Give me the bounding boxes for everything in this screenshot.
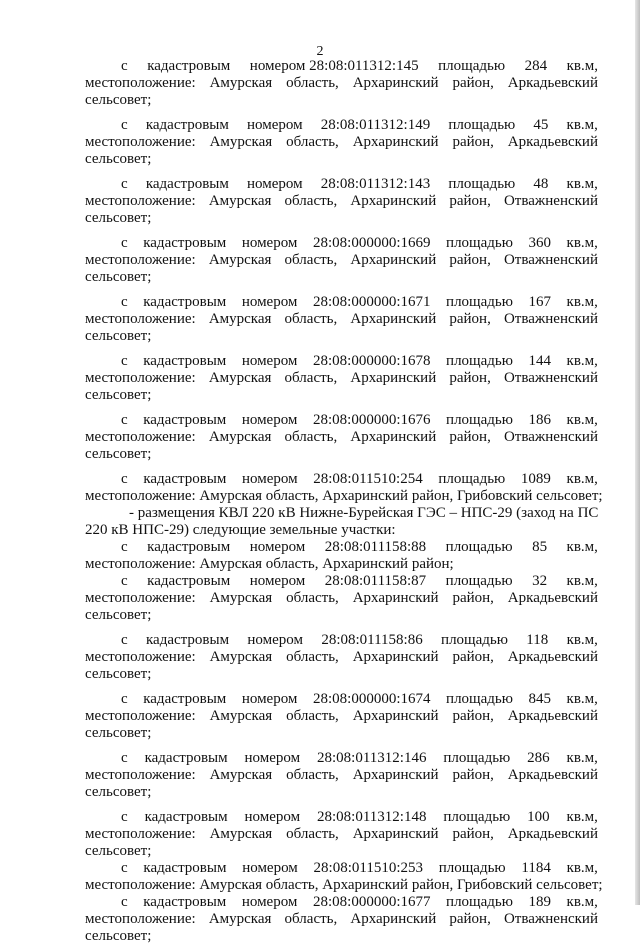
word: кадастровым	[143, 412, 227, 428]
word: 28:08:011158:88	[324, 539, 427, 555]
word: местоположение:	[85, 649, 196, 665]
word: кадастровым	[146, 632, 230, 648]
word: область,	[286, 134, 339, 150]
word: 118	[526, 632, 549, 648]
word: кв.м,	[566, 860, 598, 876]
word: с	[121, 353, 128, 369]
text-line	[85, 725, 598, 742]
word: кадастровым	[145, 117, 229, 133]
word: сельсовет;	[85, 784, 152, 800]
text-line	[85, 691, 598, 708]
word: кв.м,	[566, 176, 598, 192]
word: район,	[452, 649, 494, 665]
text-line	[85, 826, 598, 843]
text-line	[85, 471, 598, 488]
word: сельсовет;	[85, 928, 152, 944]
text-line	[85, 767, 598, 784]
text-line	[85, 252, 598, 269]
word: 189	[528, 894, 551, 910]
word: 28:08:000000:1669	[312, 235, 431, 251]
word: кадастровым	[144, 750, 228, 766]
word: площадью	[446, 353, 513, 369]
word: кв.м,	[566, 235, 598, 251]
word: 28:08:011312:146	[317, 750, 427, 766]
word: район,	[449, 252, 491, 268]
word: сельсовет;	[85, 269, 152, 285]
text-line	[85, 294, 598, 311]
word: с	[121, 539, 128, 555]
word: 28:08:000000:1677	[312, 894, 431, 910]
word: Архаринский	[350, 911, 437, 927]
text-line	[85, 311, 598, 328]
word: площадью	[438, 471, 506, 487]
word: район,	[449, 311, 491, 327]
paragraph	[85, 117, 598, 168]
text-line	[85, 193, 598, 210]
word: местоположение:	[85, 311, 196, 327]
word: сельсовет;	[85, 328, 152, 344]
word: район,	[452, 708, 494, 724]
word: сельсовет;	[85, 666, 152, 682]
word: Амурская	[209, 767, 273, 783]
word: площадью	[446, 412, 513, 428]
word: Архаринский	[352, 826, 439, 842]
word: Архаринский	[352, 649, 439, 665]
word: Амурская	[209, 134, 273, 150]
word: с	[121, 809, 128, 825]
word: Амурская	[209, 75, 273, 91]
word: район,	[449, 193, 491, 209]
text-line	[85, 784, 598, 801]
paragraph	[85, 176, 598, 227]
word: 360	[528, 235, 551, 251]
word: площадью	[443, 809, 511, 825]
word: 45	[533, 117, 549, 133]
text-line	[85, 488, 603, 505]
word: Амурская	[208, 252, 272, 268]
word: область,	[284, 252, 338, 268]
word: Аркадьевский	[507, 75, 598, 91]
text-line	[85, 151, 598, 168]
word: сельсовет;	[85, 725, 152, 741]
word: Амурская	[209, 708, 273, 724]
word: площадью	[448, 117, 516, 133]
word: номером	[249, 573, 306, 589]
word: Аркадьевский	[507, 826, 598, 842]
word: Амурская	[209, 826, 273, 842]
text-line	[85, 210, 598, 227]
word: Отважненский	[503, 311, 598, 327]
word: номером	[241, 235, 298, 251]
word: номером	[247, 632, 303, 648]
word: 186	[528, 412, 551, 428]
word: с	[121, 573, 128, 589]
word: область,	[284, 193, 338, 209]
word: Архаринский	[350, 252, 437, 268]
word: Амурская	[208, 370, 272, 386]
paragraph	[85, 573, 598, 624]
word: номером	[242, 860, 298, 876]
word: площадью	[441, 632, 508, 648]
word: Архаринский	[350, 429, 437, 445]
text-line	[85, 928, 598, 945]
word: Аркадьевский	[507, 708, 598, 724]
word: номером	[241, 894, 298, 910]
word: Амурская	[209, 649, 273, 665]
word: Архаринский	[350, 193, 437, 209]
word: область,	[286, 590, 339, 606]
word: кв.м,	[566, 573, 598, 589]
paragraph	[85, 353, 598, 404]
word: район,	[452, 826, 494, 842]
text-line	[85, 92, 598, 109]
word: местоположение:	[85, 911, 196, 927]
word: 28:08:011510:254	[313, 471, 423, 487]
paragraph	[85, 894, 598, 945]
word: с	[121, 471, 128, 487]
word: с	[121, 58, 128, 74]
word: кадастровым	[145, 176, 229, 192]
text-line	[85, 370, 598, 387]
word: район,	[449, 429, 491, 445]
text-line	[85, 632, 598, 649]
word: Аркадьевский	[507, 134, 598, 150]
word: Аркадьевский	[507, 590, 598, 606]
word: область,	[284, 429, 338, 445]
word: номером	[244, 750, 301, 766]
word: кв.м,	[566, 691, 598, 707]
word: местоположение:	[85, 370, 196, 386]
word: 28:08:011158:87	[324, 573, 427, 589]
word: номером	[244, 809, 301, 825]
word: 144	[528, 353, 551, 369]
word: сельсовет;	[85, 210, 152, 226]
paragraph	[85, 471, 603, 505]
text-line	[85, 843, 598, 860]
text-line	[85, 117, 598, 134]
word: Амурская	[208, 911, 272, 927]
word: площадью	[446, 235, 513, 251]
paragraph	[85, 632, 598, 683]
word: 28:08:011158:86	[321, 632, 423, 648]
paragraph	[85, 539, 598, 573]
paragraph	[85, 860, 603, 894]
word: местоположение:	[85, 75, 196, 91]
word: 28:08:000000:1678	[312, 353, 431, 369]
word: местоположение:	[85, 826, 196, 842]
word: Отважненский	[503, 429, 598, 445]
word: район,	[452, 134, 494, 150]
word: с	[121, 294, 128, 310]
word: 845	[528, 691, 551, 707]
word: район,	[452, 75, 494, 91]
text-line	[85, 860, 598, 877]
word: район,	[452, 590, 494, 606]
word: 85	[532, 539, 548, 555]
word: район,	[449, 911, 491, 927]
word: Амурская	[208, 429, 272, 445]
scan-edge-shadow	[635, 0, 640, 905]
word: Архаринский	[352, 75, 439, 91]
word: с	[121, 412, 128, 428]
word: 28:08:011312:149	[320, 117, 431, 133]
word: кадастровым	[143, 235, 227, 251]
word: Отважненский	[503, 252, 598, 268]
word: площадью	[446, 691, 513, 707]
word: кв.м,	[566, 750, 598, 766]
word: сельсовет;	[85, 607, 152, 623]
word: 284	[524, 58, 548, 74]
word: кадастровым	[143, 691, 227, 707]
text-line	[85, 353, 598, 370]
word: кв.м,	[566, 894, 598, 910]
word: кв.м,	[566, 117, 598, 133]
word: 28:08:011312:143	[320, 176, 431, 192]
word: площадью	[446, 894, 513, 910]
text-line	[85, 522, 598, 539]
word: кв.м,	[566, 632, 598, 648]
word: область,	[284, 911, 338, 927]
word: кадастровым	[143, 860, 227, 876]
word: Отважненский	[503, 911, 598, 927]
word: 167	[528, 294, 551, 310]
text-line	[85, 590, 598, 607]
page-number: 2	[316, 44, 324, 59]
word: кв.м,	[566, 58, 598, 74]
word: с	[121, 632, 128, 648]
word: сельсовет;	[85, 843, 152, 859]
word: Архаринский	[352, 134, 439, 150]
word: кв.м,	[566, 294, 598, 310]
word: сельсовет;	[85, 387, 152, 403]
text-line	[85, 75, 598, 92]
word: 28:08:000000:1671	[312, 294, 431, 310]
word: 28:08:000000:1674	[312, 691, 431, 707]
text-line	[85, 446, 598, 463]
word: кадастровым	[147, 573, 231, 589]
word: местоположение:	[85, 252, 196, 268]
word: Отважненский	[503, 193, 598, 209]
word: с	[121, 894, 128, 910]
word: кв.м,	[566, 353, 598, 369]
paragraph	[85, 235, 598, 286]
text-line	[85, 328, 598, 345]
text-line	[85, 809, 598, 826]
paragraph	[85, 750, 598, 801]
word: номером	[249, 539, 306, 555]
word: Архаринский	[352, 708, 439, 724]
word: номером	[241, 294, 298, 310]
word: 28:08:011510:253	[313, 860, 423, 876]
word: местоположение:	[85, 590, 196, 606]
word: местоположение: Амурская область, Архаринский район, Грибовский сельсовет;	[85, 488, 603, 504]
text-line	[85, 58, 598, 75]
word: Отважненский	[503, 370, 598, 386]
word: 1089	[520, 471, 551, 487]
word: кадастровым	[144, 809, 228, 825]
word: район,	[449, 370, 491, 386]
paragraph	[85, 294, 598, 345]
paragraph	[85, 412, 598, 463]
word: сельсовет;	[85, 92, 152, 108]
word: область,	[286, 826, 339, 842]
word: кв.м,	[566, 539, 598, 555]
word: номером	[241, 691, 298, 707]
word: Аркадьевский	[507, 767, 598, 783]
text-line	[85, 666, 598, 683]
document-body	[85, 58, 603, 945]
word: с	[121, 691, 128, 707]
word: область,	[284, 370, 338, 386]
word: с	[121, 176, 128, 192]
word: площадью	[443, 750, 511, 766]
text-line	[85, 176, 598, 193]
paragraph	[85, 505, 598, 539]
paragraph	[85, 691, 598, 742]
word: с	[121, 235, 128, 251]
word: местоположение: Амурская область, Архаринский район, Грибовский сельсовет;	[85, 877, 603, 893]
word: кадастровым	[143, 894, 227, 910]
text-line	[85, 911, 598, 928]
word: с	[121, 860, 128, 876]
text-line	[85, 539, 598, 556]
text-line	[85, 573, 598, 590]
text-line	[85, 412, 598, 429]
paragraph	[85, 58, 598, 109]
text-line	[85, 429, 598, 446]
text-line	[85, 235, 598, 252]
word: - размещения КВЛ 220 кВ Нижне-Бурейская ГЭС – НПС-29 (заход на ПС	[129, 505, 599, 521]
text-line	[85, 607, 598, 624]
word: 28:08:000000:1676	[312, 412, 431, 428]
word: область,	[286, 75, 339, 91]
word: 286	[527, 750, 550, 766]
word: местоположение:	[85, 193, 196, 209]
word: сельсовет;	[85, 151, 152, 167]
word: номером	[241, 353, 298, 369]
text-line	[85, 708, 598, 725]
word: с	[121, 750, 128, 766]
word: область,	[286, 767, 339, 783]
word: площадью	[448, 176, 516, 192]
text-line	[85, 387, 598, 404]
word: 28:08:011312:148	[317, 809, 427, 825]
paragraph	[85, 809, 598, 860]
word: кадастровым	[143, 353, 227, 369]
word: площадью	[446, 294, 513, 310]
word: номером	[247, 176, 303, 192]
word: местоположение:	[85, 134, 196, 150]
word: 48	[533, 176, 549, 192]
word: местоположение:	[85, 429, 196, 445]
word: кв.м,	[566, 809, 598, 825]
word: площадью	[438, 58, 506, 74]
word: кв.м,	[566, 471, 598, 487]
text-line	[85, 750, 598, 767]
word: с	[121, 117, 128, 133]
text-line	[85, 134, 598, 151]
word: местоположение:	[85, 708, 196, 724]
text-line	[85, 877, 603, 894]
word: номером 28:08:011312:145	[249, 58, 419, 74]
text-line	[85, 649, 598, 666]
word: кадастровым	[143, 471, 227, 487]
word: область,	[284, 311, 338, 327]
text-line	[85, 894, 598, 911]
word: кв.м,	[566, 412, 598, 428]
word: район,	[452, 767, 494, 783]
text-line	[85, 269, 598, 286]
word: 32	[532, 573, 548, 589]
word: площадью	[445, 539, 513, 555]
word: местоположение:	[85, 767, 196, 783]
word: Архаринский	[350, 370, 437, 386]
word: Аркадьевский	[507, 649, 598, 665]
word: кадастровым	[147, 539, 231, 555]
word: номером	[242, 471, 298, 487]
word: Архаринский	[350, 311, 437, 327]
word: площадью	[445, 573, 513, 589]
word: местоположение: Амурская область, Архаринский район;	[85, 556, 454, 572]
word: номером	[247, 117, 303, 133]
word: Архаринский	[352, 767, 439, 783]
word: сельсовет;	[85, 446, 152, 462]
word: Амурская	[208, 193, 272, 209]
word: Амурская	[209, 590, 273, 606]
word: 1184	[521, 860, 551, 876]
word: площадью	[438, 860, 506, 876]
word: кадастровым	[143, 294, 227, 310]
text-line	[85, 505, 598, 522]
word: Архаринский	[352, 590, 439, 606]
word: Амурская	[208, 311, 272, 327]
text-line	[85, 556, 598, 573]
word: 100	[527, 809, 550, 825]
word: область,	[286, 649, 339, 665]
word: номером	[241, 412, 298, 428]
word: кадастровым	[147, 58, 231, 74]
word: 220 кВ НПС-29) следующие земельные участки:	[85, 522, 396, 538]
word: область,	[286, 708, 339, 724]
